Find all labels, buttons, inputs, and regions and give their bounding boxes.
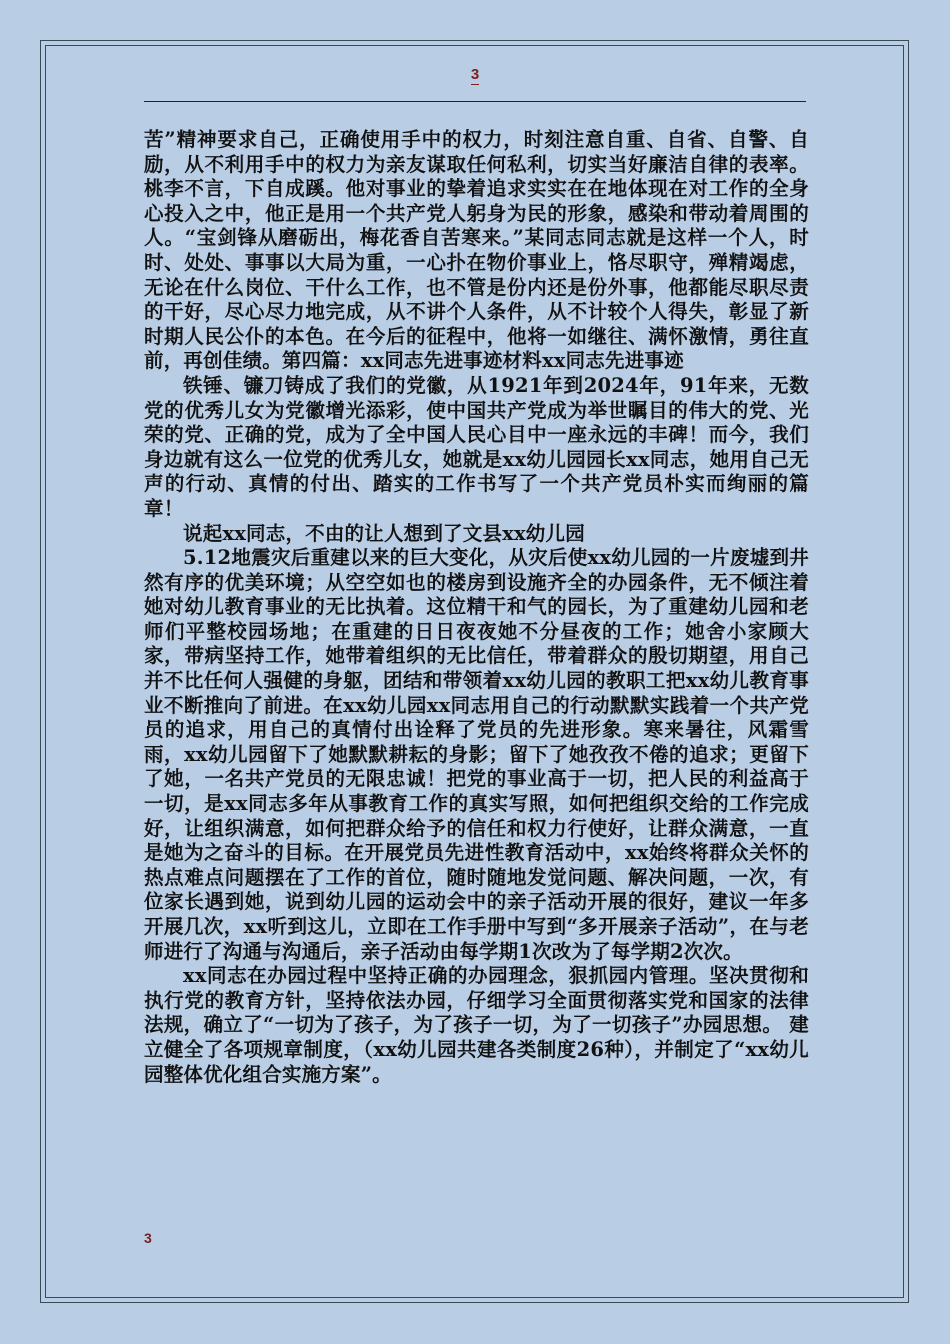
header-page-number xyxy=(0,66,950,83)
paragraph-2: 铁锤、镰刀铸成了我们的党徽，从1921年到2024年，91年来，无数党的优秀儿女为党徽增光添彩，使中国共产党成为举世瞩目的伟大的党、光荣的党、正确的党，成为了全中国人民心目中一座永远的丰碑！而今，我们身边就有这么一位党的优秀儿女，她就是xx幼儿园园长xx同志，她用自己无声的行动、真情的付出、踏实的工作书写了一个共产党员朴实而绚丽的篇章！ xyxy=(144,373,809,520)
paragraph-1: 苦”精神要求自己，正确使用手中的权力，时刻注意自重、自省、自警、自励，从不利用手中的权力为亲友谋取任何私利，切实当好廉洁自律的表率。桃李不言，下自成蹊。他对事业的挚着追求实实在在地体现在对工作的全身心投入之中，他正是用一个共产党人躬身为民的形象，感染和带动着周围的人。“宝剑锋从磨砺出，梅花香自苦寒来。”某同志同志就是这样一个人，时时、处处、事事以大局为重，一心扑在物价事业上，恪尽职守，殚精竭虑，无论在什么岗位、干什么工作，也不管是份内还是份外事，他都能尽职尽责的干好，尽心尽力地完成，从不讲个人条件，从不计较个人得失，彰显了新时期人民公仆的本色。在今后的征程中，他将一如继往、满怀激情，勇往直前，再创佳绩。第四篇：xx同志先进事迹材料xx同志先进事迹 xyxy=(144,128,809,373)
paragraph-4: 5.12地震灾后重建以来的巨大变化，从灾后使xx幼儿园的一片废墟到井然有序的优美环境；从空空如也的楼房到设施齐全的办园条件，无不倾注着她对幼儿教育事业的无比执着。这位精干和气的园长，为了重建幼儿园和老师们平整校园场地；在重建的日日夜夜她不分昼夜的工作；她舍小家顾大家，带病坚持工作，她带着组织的无比信任，带着群众的殷切期望，用自己并不比任何人强健的身躯，团结和带领着xx幼儿园的教职工把xx幼儿教育事业不断推向了前进。在xx幼儿园xx同志用自己的行动默默实践着一个共产党员的追求，用自己的真情付出诠释了党员的先进形象。寒来暑往，风霜雪雨，xx幼儿园留下了她默默耕耘的身影；留下了她孜孜不倦的追求；更留下了她，一名共产党员的无限忠诚！把党的事业高于一切，把人民的利益高于一切，是xx同志多年从事教育工作的真实写照，如何把组织交给的工作完成好，让组织满意，如何把群众给予的信任和权力行使好，让群众满意，一直是她为之奋斗的目标。在开展党员先进性教育活动中，xx始终将群众关怀的热点难点问题摆在了工作的首位，随时随地发觉问题、解决问题，一次，有位家长遇到她，说到幼儿园的运动会中的亲子活动开展的很好，建议一年多开展几次，xx听到这儿，立即在工作手册中写到“多开展亲子活动”，在与老师进行了沟通与沟通后，亲子活动由每学期1次改为了每学期2次次。 xyxy=(144,546,809,963)
paragraph-5: xx同志在办园过程中坚持正确的办园理念，狠抓园内管理。坚决贯彻和执行党的教育方针，坚持依法办园，仔细学习全面贯彻落实党和国家的法律法规，确立了“一切为了孩子，为了孩子一切，为了一切孩子”办园思想。 建立健全了各项规章制度，（xx幼儿园共建各类制度26种），并制定了“xx幼儿园整体优化组合实施方案”。 xyxy=(144,964,809,1086)
header-rule xyxy=(144,101,806,102)
document-body xyxy=(144,128,809,1087)
paragraph-3: 说起xx同志，不由的让人想到了文县xx幼儿园 xyxy=(183,521,585,545)
footer-page-number: 3 xyxy=(144,1230,152,1246)
header-page-number-text: 3 xyxy=(470,66,480,83)
